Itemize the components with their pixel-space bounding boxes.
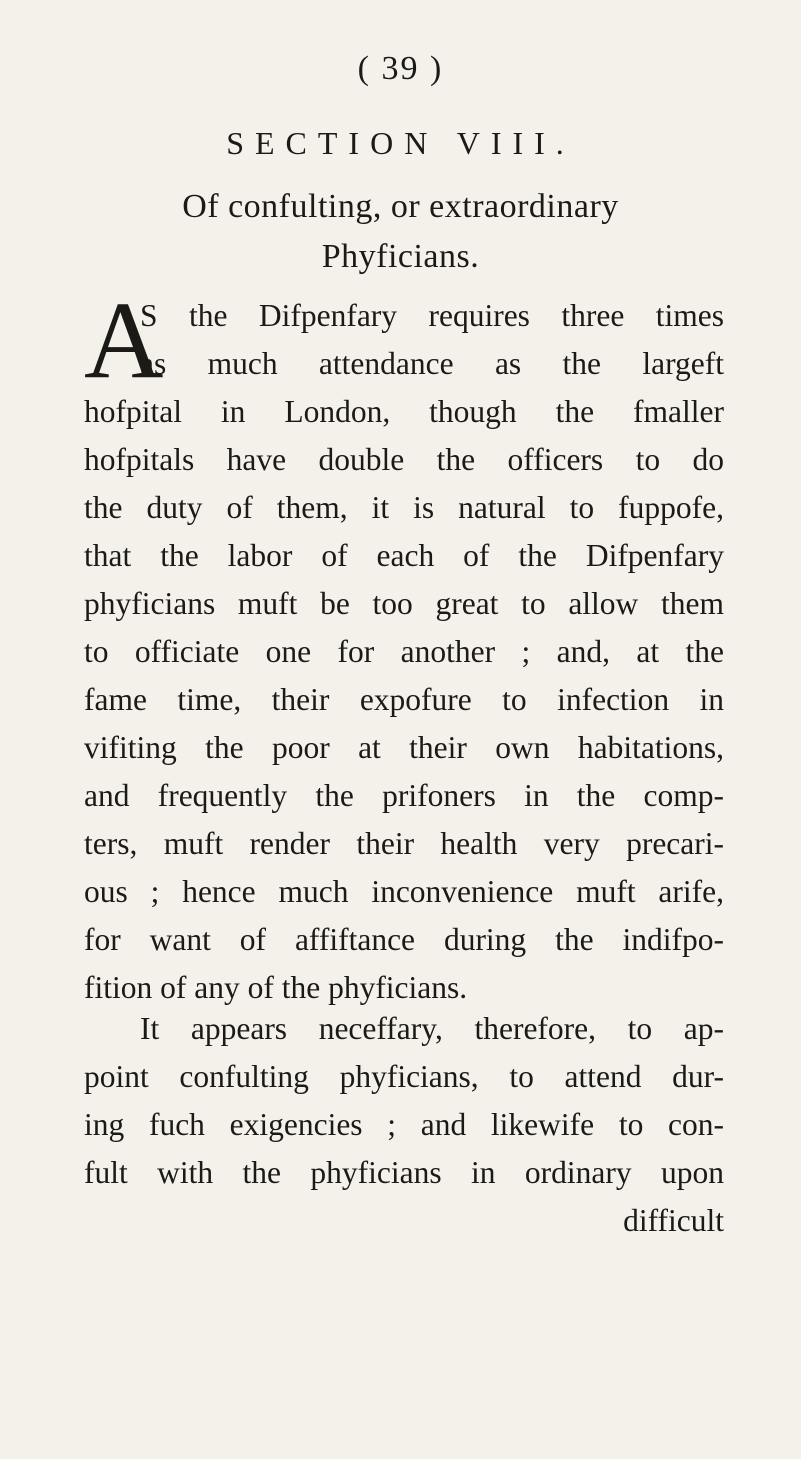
text-line: as much attendance as the largeft [140, 346, 724, 381]
section-heading: SECTION VIII. [226, 125, 575, 161]
section-subtitle-line-2: Phyficians. [321, 238, 480, 275]
text-line: ing fuch exigencies ; and likewife to con- [84, 1107, 724, 1142]
text-line: and frequently the prifoners in the comp- [84, 778, 724, 813]
text-line: phyficians muft be too great to allow them [84, 586, 724, 621]
paragraph-1 [84, 279, 724, 1012]
text-line: S the Difpenfary requires three times [140, 298, 724, 333]
section-subtitle-line-1: Of confulting, or extraordinary [182, 188, 619, 225]
text-line: It appears neceffary, therefore, to ap- [140, 1011, 724, 1046]
text-line: vifiting the poor at their own habitations, [84, 730, 724, 765]
text-line: fame time, their expofure to infection in [84, 682, 724, 717]
text-line: fult with the phyficians in ordinary upon [84, 1155, 724, 1190]
text-line: point confulting phyficians, to attend dur- [84, 1059, 724, 1094]
text-line: fition of any of the phyficians. [84, 970, 468, 1005]
drop-cap: A [84, 279, 164, 401]
catchword: difficult [623, 1203, 724, 1238]
text-line: ters, muft render their health very precari- [84, 826, 724, 861]
page-number: ( 39 ) [357, 50, 444, 87]
text-line: hofpitals have double the officers to do [84, 442, 724, 477]
text-line: to officiate one for another ; and, at the [84, 634, 724, 669]
text-line: ous ; hence much inconvenience muft arife, [84, 874, 724, 909]
text-line: the duty of them, it is natural to fuppofe, [84, 490, 724, 525]
text-line: for want of affiftance during the indifpo- [84, 922, 724, 957]
text-line: hofpital in London, though the fmaller [84, 394, 724, 429]
paragraph-2 [84, 1005, 724, 1245]
text-line: that the labor of each of the Difpenfary [84, 538, 724, 573]
